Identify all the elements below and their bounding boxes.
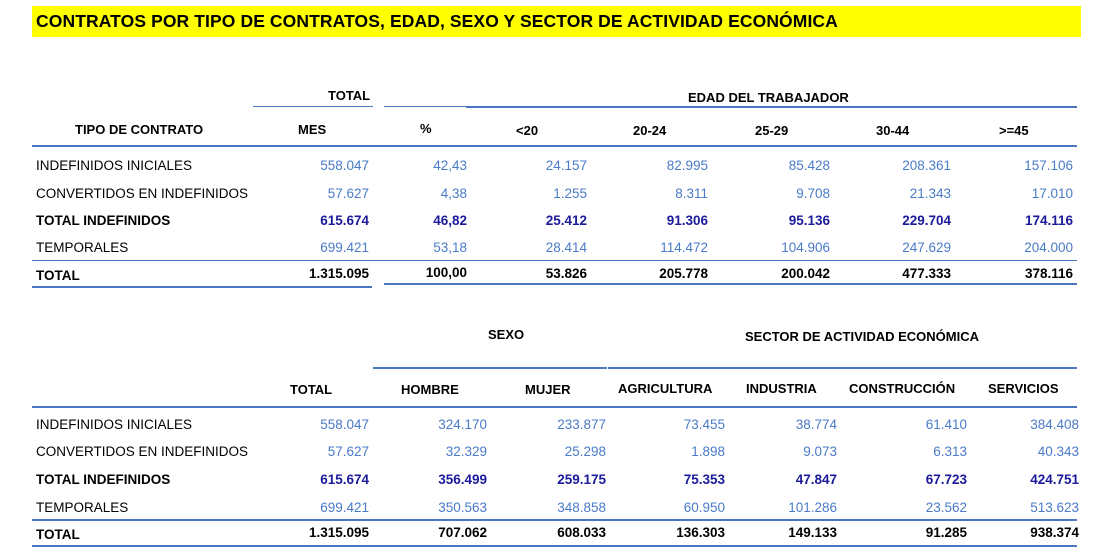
cell: 60.950 [683,500,725,515]
divider [384,106,466,107]
row-label: TOTAL INDEFINIDOS [36,472,171,487]
cell: 57.627 [327,444,369,459]
row-label: CONVERTIDOS EN INDEFINIDOS [36,444,249,459]
cell: 100,00 [425,265,467,280]
cell: 1.315.095 [308,266,369,281]
column-header: <20 [516,123,539,138]
cell: 67.723 [925,472,967,487]
cell: 85.428 [788,158,830,173]
cell: 75.353 [683,472,725,487]
cell: 25.298 [564,444,606,459]
column-header: 30-44 [876,123,910,138]
cell: 1.315.095 [308,525,369,540]
col-tipo-contrato: TIPO DE CONTRATO [75,122,204,137]
cell: 1.255 [553,186,587,201]
column-header: TOTAL [290,382,333,397]
cell: 1.898 [691,444,725,459]
cell: 101.286 [788,500,837,515]
divider [32,545,1077,547]
cell: 47.847 [795,472,837,487]
cell: 57.627 [327,186,369,201]
row-label: TEMPORALES [36,500,129,515]
column-header: AGRICULTURA [618,381,713,396]
column-header: CONSTRUCCIÓN [849,381,956,396]
cell: 356.499 [438,472,487,487]
cell: 82.995 [666,158,708,173]
header-total: TOTAL [328,88,371,103]
cell: 157.106 [1024,158,1073,173]
cell: 699.421 [320,240,369,255]
cell: 9.073 [803,444,837,459]
cell: 24.157 [545,158,587,173]
header-sexo: SEXO [488,327,525,342]
title-banner [32,6,1081,37]
cell: 4,38 [440,186,467,201]
cell: 95.136 [788,213,830,228]
header-sector: SECTOR DE ACTIVIDAD ECONÓMICA [745,329,980,344]
cell: 615.674 [320,472,369,487]
cell: 513.623 [1030,500,1079,515]
cell: 200.042 [781,266,830,281]
cell: 23.562 [925,500,967,515]
divider [466,106,1077,108]
cell: 378.116 [1024,266,1073,281]
cell: 247.629 [902,240,951,255]
row-label: TOTAL [36,268,80,283]
cell: 558.047 [320,417,369,432]
cell: 699.421 [320,500,369,515]
row-label: INDEFINIDOS INICIALES [36,158,193,173]
row-label: TOTAL [36,527,80,542]
row-label: CONVERTIDOS EN INDEFINIDOS [36,186,249,201]
cell: 40.343 [1037,444,1079,459]
cell: 91.306 [666,213,708,228]
cell: 229.704 [902,213,951,228]
divider [253,106,373,107]
cell: 53.826 [545,266,587,281]
column-header: INDUSTRIA [746,381,817,396]
divider [384,283,1077,285]
cell: 348.858 [557,500,606,515]
page-title: CONTRATOS POR TIPO DE CONTRATOS, EDAD, SEXO Y SECTOR DE ACTIVIDAD ECONÓMICA [36,11,838,31]
divider [32,286,372,288]
column-header: MES [298,122,327,137]
column-header: SERVICIOS [988,381,1059,396]
column-header: % [420,121,432,136]
cell: 149.133 [788,525,837,540]
cell: 384.408 [1030,417,1079,432]
cell: 73.455 [683,417,725,432]
cell: 53,18 [433,240,467,255]
column-header: MUJER [525,382,571,397]
divider [32,406,1077,408]
cell: 42,43 [433,158,467,173]
cell: 204.000 [1024,240,1073,255]
cell: 8.311 [675,186,708,201]
cell: 174.116 [1024,213,1073,228]
cell: 38.774 [795,417,837,432]
row-label: TEMPORALES [36,240,129,255]
column-header: HOMBRE [401,382,459,397]
column-header: >=45 [999,123,1029,138]
header-edad: EDAD DEL TRABAJADOR [688,90,849,105]
cell: 608.033 [557,525,606,540]
cell: 615.674 [320,213,369,228]
cell: 25.412 [545,213,587,228]
cell: 6.313 [933,444,967,459]
cell: 17.010 [1031,186,1073,201]
cell: 136.303 [676,525,725,540]
cell: 32.329 [445,444,487,459]
cell: 28.414 [545,240,587,255]
cell: 707.062 [438,525,487,540]
column-header: 20-24 [633,123,667,138]
divider [32,519,1077,521]
cell: 324.170 [438,417,487,432]
cell: 114.472 [660,240,708,255]
row-label: INDEFINIDOS INICIALES [36,417,193,432]
cell: 424.751 [1030,472,1079,487]
cell: 46,82 [433,213,467,228]
cell: 9.708 [796,186,830,201]
cell: 938.374 [1030,525,1079,540]
divider [32,260,1077,261]
cell: 61.410 [925,417,967,432]
cell: 91.285 [925,525,967,540]
cell: 350.563 [438,500,487,515]
divider [373,367,607,369]
cell: 205.778 [659,266,708,281]
cell: 104.906 [781,240,830,255]
cell: 208.361 [902,158,951,173]
row-label: TOTAL INDEFINIDOS [36,213,171,228]
cell: 259.175 [557,472,606,487]
cell: 477.333 [902,266,951,281]
column-header: 25-29 [755,123,789,138]
divider [608,367,1077,369]
cell: 233.877 [557,417,606,432]
cell: 558.047 [320,158,369,173]
cell: 21.343 [909,186,951,201]
divider [32,145,1077,147]
